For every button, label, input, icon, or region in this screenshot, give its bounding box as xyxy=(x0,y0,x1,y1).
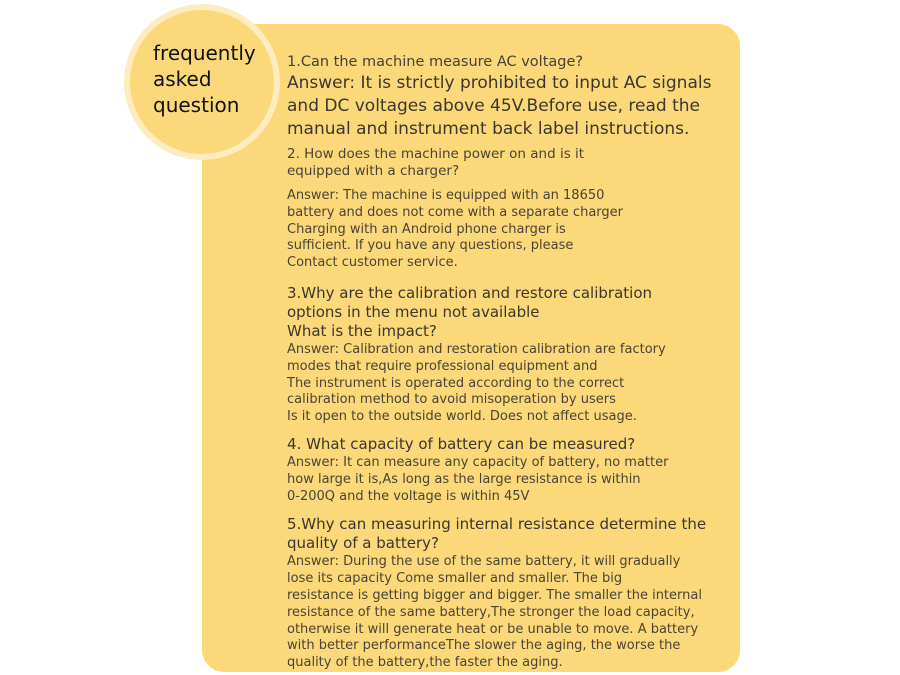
faq-question-2: 2. How does the machine power on and is it equipped with a charger? xyxy=(287,146,585,179)
faq-answer-2: Answer: The machine is equipped with an 18650 battery and does not come with a separate charger Charging with an Android phone charger is sufficient. If you have any questions, please Contact customer service. xyxy=(287,188,624,271)
faq-answer-4: Answer: It can measure any capacity of battery, no matter how large it is,As long as the large resistance is within 0-200Q and the voltage is within 45V xyxy=(287,454,669,504)
faq-list xyxy=(287,52,737,672)
faq-answer-5: Answer: During the use of the same battery, it will gradually lose its capacity Come smaller and smaller. The big resistance is getting bigger and bigger. The smaller the internal resistance of the same battery,The stronger the load capacity, otherwise it will generate heat or be unable to move. A battery with better performanceThe slower the aging, the worse the quality of the battery,the faster the aging. xyxy=(287,554,702,671)
faq-answer-1: Answer: It is strictly prohibited to input AC signals and DC voltages above 45V.Before use, read the manual and instrument back label instructions. xyxy=(287,73,712,139)
faq-question-5: 5.Why can measuring internal resistance determine the quality of a battery? xyxy=(287,515,707,553)
faq-question-1: 1.Can the machine measure AC voltage? xyxy=(287,54,584,70)
faq-question-3: 3.Why are the calibration and restore calibration options in the menu not available What is the impact? xyxy=(287,283,653,340)
faq-badge-title: frequently asked question xyxy=(153,41,256,117)
faq-question-4: 4. What capacity of battery can be measured? xyxy=(287,434,636,453)
faq-answer-3: Answer: Calibration and restoration calibration are factory modes that require professional equipment and The instrument is operated according to the correct calibration method to avoid misoperation by users Is it open to the outside world. Does not affect usage. xyxy=(287,341,666,425)
